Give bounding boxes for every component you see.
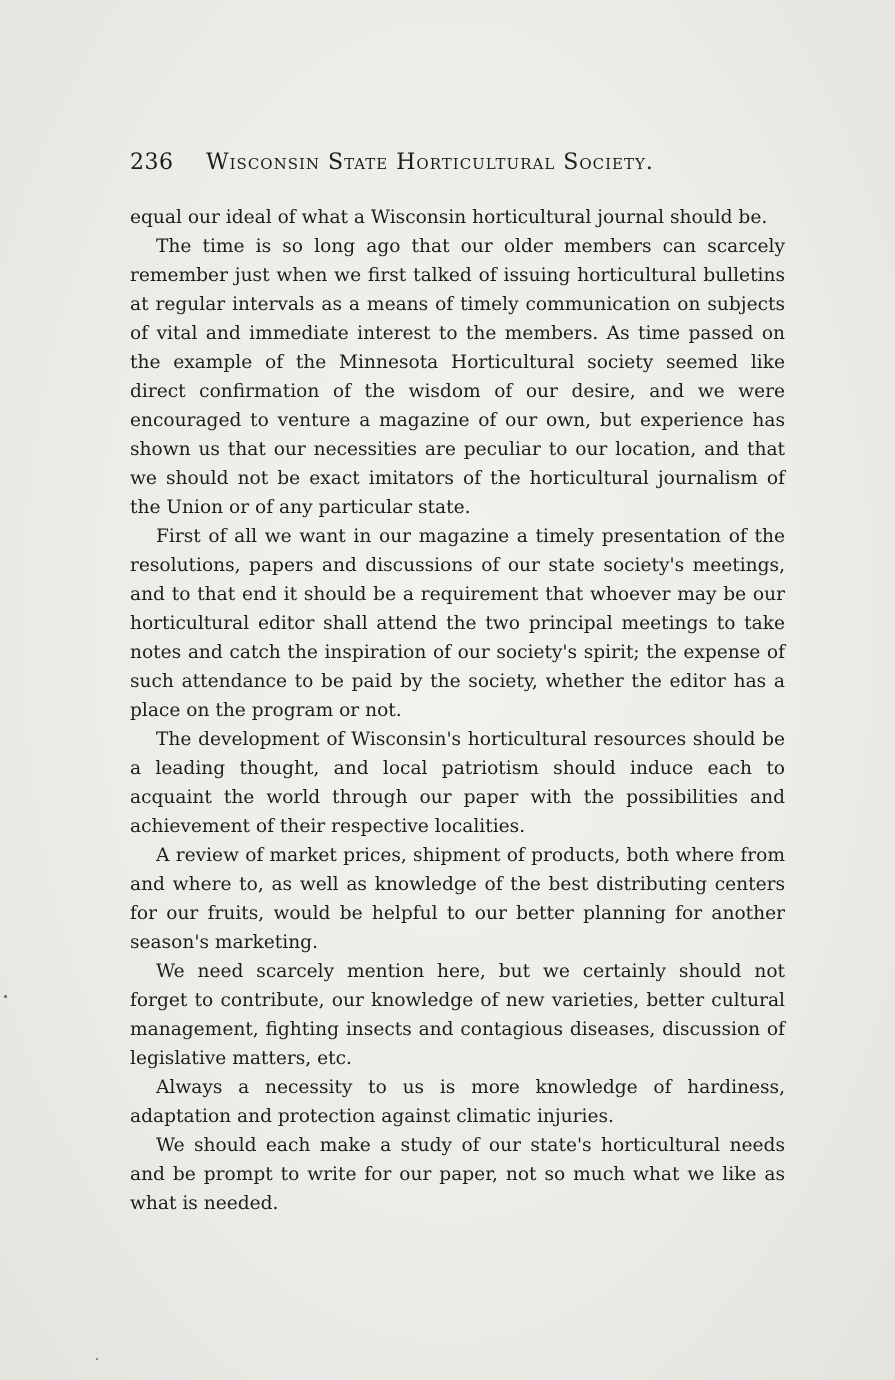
paragraph: First of all we want in our magazine a timely presentation of the resolutions, papers and discussions of our state society's meetings, and to that end it should be a requirement that whoever may be our horticultural editor shall attend the two principal meetings to take notes and catch the inspiration of our society's spirit; the expense of such attendance to be paid by the society, whether the editor has a place on the program or not. bbox=[130, 526, 785, 721]
page-header bbox=[130, 150, 730, 184]
print-speck bbox=[4, 995, 7, 998]
running-head: Wisconsin State Horticultural Society. bbox=[206, 150, 654, 175]
paragraph: The time is so long ago that our older members can scarcely remember just when we first talked of issuing horticultural bulletins at regular intervals as a means of timely communication on subjects of vital and immediate interest to the members. As time passed on the example of the Minnesota Horticultural society seemed like direct confirmation of the wisdom of our desire, and we were encouraged to venture a magazine of our own, but experience has shown us that our necessities are peculiar to our location, and that we should not be exact imitators of the horticultural journalism of the Union or of any particular state. bbox=[130, 236, 785, 518]
paragraph: The development of Wisconsin's horticultural resources should be a leading thought, and local patriotism should induce each to acquaint the world through our paper with the possibilities and achievement of their respective localities. bbox=[130, 729, 785, 837]
print-speck bbox=[96, 1358, 98, 1360]
page-number: 236 bbox=[130, 150, 174, 175]
paragraph: We should each make a study of our state's horticultural needs and be prompt to write for our paper, not so much what we like as what is needed. bbox=[130, 1135, 785, 1214]
paragraph: Always a necessity to us is more knowledge of hardiness, adaptation and protection against climatic injuries. bbox=[130, 1077, 785, 1127]
paragraph: A review of market prices, shipment of products, both where from and where to, as well as knowledge of the best distributing centers for our fruits, would be helpful to our better planning for another season's marketing. bbox=[130, 845, 785, 953]
body-text bbox=[130, 203, 785, 1218]
paragraph-continuation: equal our ideal of what a Wisconsin horticultural journal should be. bbox=[130, 207, 768, 228]
paragraph: We need scarcely mention here, but we certainly should not forget to contribute, our knowledge of new varieties, better cultural management, fighting insects and contagious diseases, discussion of legislative matters, etc. bbox=[130, 961, 785, 1069]
